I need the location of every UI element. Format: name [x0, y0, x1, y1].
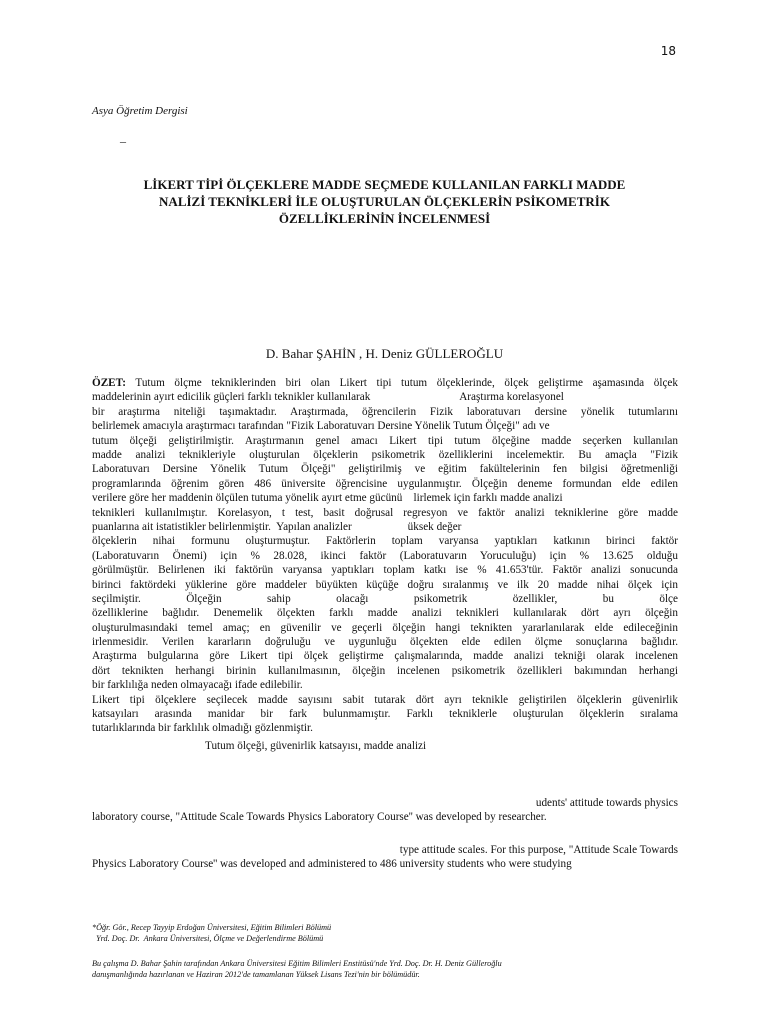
- abstract-line: verilere göre her maddenin ölçülen tutuma yönelik ayırt etme gücünü lirlemek için farklı madde analizi: [92, 492, 563, 505]
- abstract-line: irlenmesidir. Verilen kararların doğruluğu ve uygunluğu ölçekten elde edilen ölçme sonuçlarına bağlıdır.: [92, 636, 678, 649]
- dash-mark: _: [120, 130, 126, 144]
- paper-title: [92, 176, 677, 227]
- abstract-line: Laboratuvarı Dersine Yönelik Tutum Ölçeği" geliştirilmiş ve eğitim fakültelerinin fen bilgisi öğretmenliği: [92, 463, 678, 476]
- abstract-line: tutum ölçeği geliştirilmiştir. Araştırmanın genel amacı Likert tipi tutum ölçeğine madde seçerken kullanılan: [92, 434, 678, 447]
- footnote-line: Yrd. Doç. Dr. Ankara Üniversitesi, Ölçme ve Değerlendirme Bölümü: [92, 934, 324, 943]
- english-abstract: [92, 796, 678, 872]
- abstract-line: katsayıları arasında manidar bir fark bulunmamıştır. Farklı tekniklerle oluşturulan ölçeklerin sıralama: [92, 708, 678, 721]
- abstract-line: maddelerinin ayırt edicilik güçleri farklı teknikler kullanılarak Araştırma korelasyonel: [92, 391, 564, 404]
- title-line: ÖZELLİKLERİNİN İNCELENMESİ: [278, 211, 491, 226]
- authors: D. Bahar ŞAHİN , H. Deniz GÜLLEROĞLU: [265, 346, 504, 361]
- abstract-line: ölçeklerin nihai formunu oluşturmuştur. Faktörlerin toplam varyansa yaptıkları katkının birinci faktör: [92, 535, 678, 548]
- abstract-line: Likert tipi ölçeklere seçilecek madde sayısını sabit tutarak dört ayrı teknikle geliştirilen ölçeklerin güvenirlik: [92, 693, 678, 706]
- abstract-first-line: Tutum ölçme tekniklerinden biri olan Likert tipi tutum ölçeklerinde, ölçek geliştirme aşamasında ölçek: [135, 377, 678, 389]
- abstract-label: ÖZET:: [92, 377, 126, 389]
- abstract-line: madde analizi teknikleriyle oluşturulan ölçeklerin psikometrik özelliklerini incelemektir. Bu amaçla "Fizik: [92, 448, 678, 461]
- abstract-line: Araştırma bulgularına göre Likert tipi ölçek geliştirme çalışmalarında, madde analizi tekniği olarak incelenen: [92, 650, 678, 663]
- page-number: 18: [660, 44, 676, 58]
- abstract-line: belirlemek amacıyla araştırmacı tarafından "Fizik Laboratuvarı Dersine Yönelik Tutum Ölçeği" adı ve: [92, 420, 550, 433]
- abstract-line: programlarında öğrenim gören 486 üniversite öğrencisine uygulanmıştır. Ölçeğin deneme formundan elde edilen: [92, 477, 678, 490]
- title-line: LİKERT TİPİ ÖLÇEKLERE MADDE SEÇMEDE KULLANILAN FARKLI MADDE: [143, 177, 626, 192]
- abstract-line: görülmüştür. Belirlenen iki faktörün varyansa yaptıkları toplam katkı ise % 41.653'tür. Faktör analizi sonucunda: [92, 564, 678, 577]
- abstract-line: (Laboratuvarın Önemi) için % 28.028, ikinci faktör (Laboratuvarın Yoruculuğu) için % 13.625 olduğu: [92, 549, 678, 562]
- abstract-line: tutarlıklarında bir farklılık olmadığı gözlenmiştir.: [92, 722, 313, 735]
- abstract-line: bir araştırma niteliği taşımaktadır. Araştırmada, öğrencilerin Fizik laboratuvarı dersine yönelik tutumlarını: [92, 405, 678, 418]
- author-footnotes: [92, 922, 331, 944]
- footnote-line: danışmanlığında hazırlanan ve Haziran 2012'de tamamlanan Yüksek Lisans Tezi'nin bir bölümüdür.: [92, 970, 420, 979]
- abstract-line: teknikleri kullanılmıştır. Korelasyon, t test, basit doğrusal regresyon ve faktör analizi tekniklerine göre madde: [92, 506, 678, 519]
- abstract-body: [92, 390, 678, 735]
- english-line: udents' attitude towards physics: [535, 797, 678, 809]
- abstract-line: bir farklılığa neden olmayacağı ifade edilebilir.: [92, 679, 303, 692]
- abstract-line: oluşturulmasındaki temel amaç; en güvenilir ve geçerli ölçeğin hangi teknikten yararlanılarak elde edileceğinin: [92, 621, 678, 634]
- abstract-line: [92, 376, 678, 390]
- abstract-line: seçilmiştir. Ölçeğin sahip olacağı psikometrik özellikler, bu ölçe: [92, 592, 678, 605]
- abstract-line: puanlarına ait istatistikler belirlenmiştir. Yapılan analizler üksek değer: [92, 520, 462, 533]
- abstract: [92, 376, 678, 736]
- abstract-line: birinci faktördeki yüklerine göre maddeler büyükten küçüğe doğru sıralanmış ve ilk 20 madde nihai ölçek için: [92, 578, 678, 591]
- thesis-footnote: [92, 958, 502, 980]
- english-line: type attitude scales. For this purpose, "Attitude Scale Towards: [399, 843, 678, 856]
- english-line: laboratory course, "Attitude Scale Towards Physics Laboratory Course'' was developed by researcher.: [92, 811, 547, 824]
- keywords: Tutum ölçeği, güvenirlik katsayısı, madde analizi: [205, 740, 427, 752]
- footnote-line: *Öğr. Gör., Recep Tayyip Erdoğan Üniversitesi, Eğitim Bilimleri Bölümü: [92, 923, 332, 932]
- abstract-line: özelliklerine bağlıdır. Denemelik ölçekten farklı madde analizi teknikleri kullanılarak dört ayrı ölçeğin: [92, 607, 678, 620]
- footnote-line: Bu çalışma D. Bahar Şahin tarafından Ankara Üniversitesi Eğitim Bilimleri Enstitüsü'nde Yrd. Doç. Dr. H. Deniz Gülleroğlu: [92, 959, 502, 968]
- journal-name: Asya Öğretim Dergisi: [92, 105, 188, 117]
- abstract-line: dört teknikten herhangi birinin kullanılmasının, ölçeğin incelenen psikometrik özellikleri bakımından herhangi: [92, 664, 678, 677]
- english-line: Physics Laboratory Course'' was developed and administered to 486 university students who were studying: [92, 858, 572, 871]
- title-line: NALİZİ TEKNİKLERİ İLE OLUŞTURULAN ÖLÇEKLERİN PSİKOMETRİK: [159, 194, 610, 209]
